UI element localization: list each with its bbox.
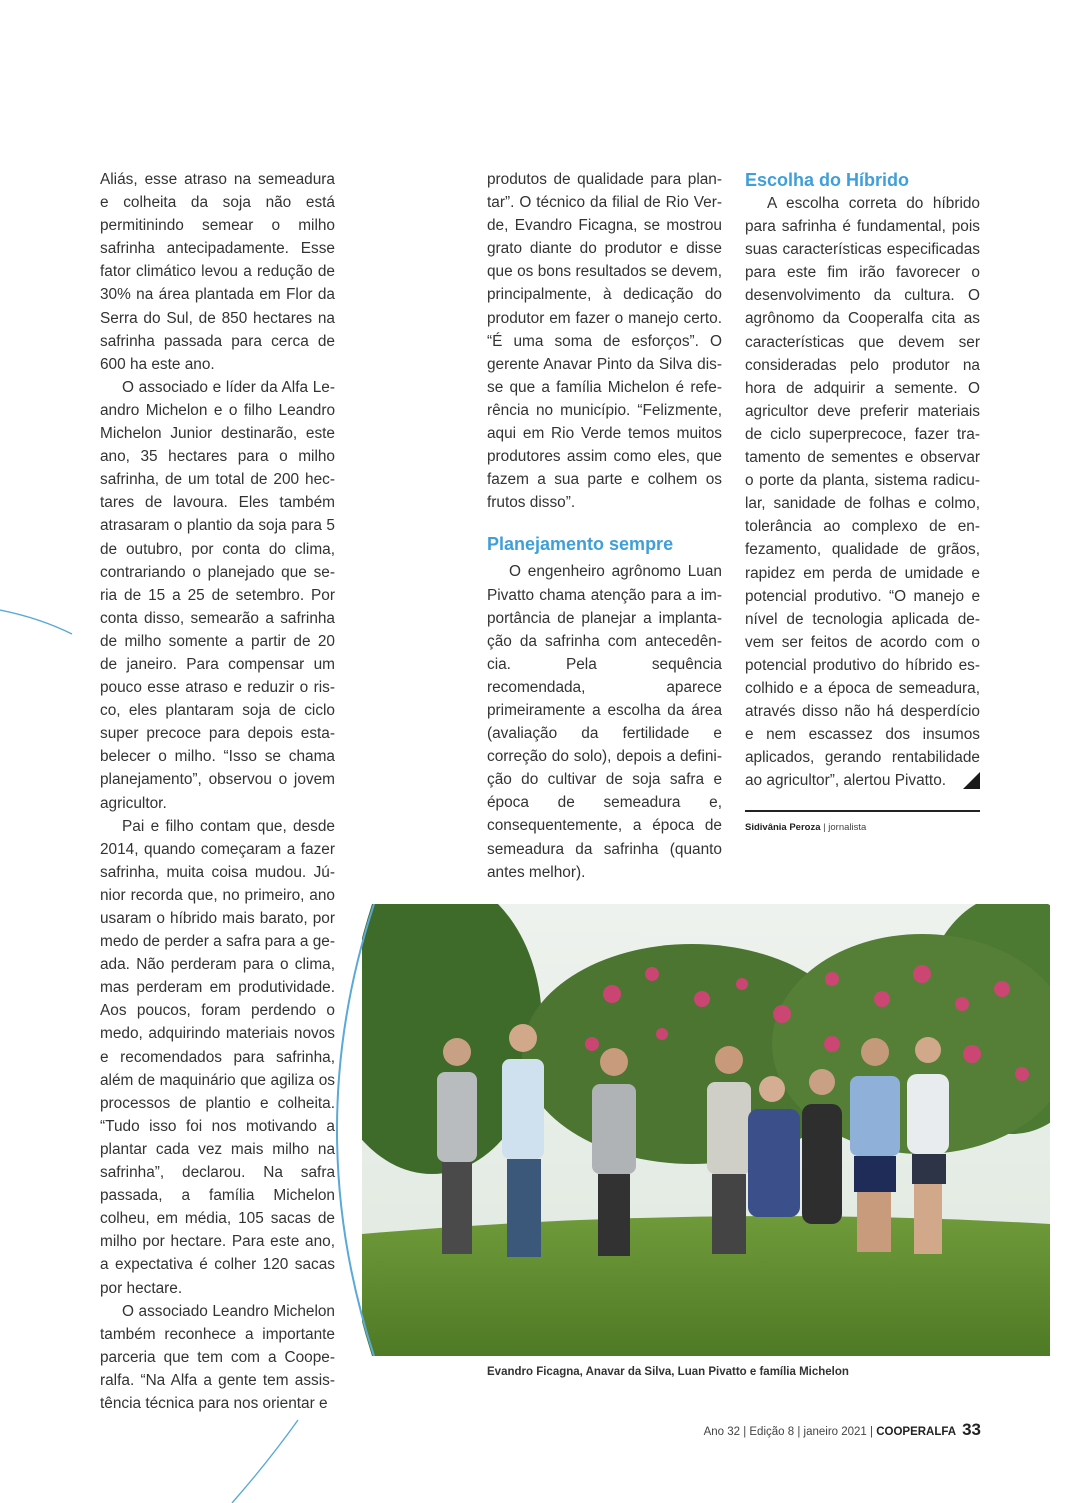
paragraph: Aliás, esse atraso na semeadura e colheita da soja não está permitinindo semear o milho safrinha antecipadamente. Esse fator climático levou a redução de 30% na área plantada em Flor da Serra do Sul, de 850 hectares na safrinha passada para cerca de 600 ha este ano. [100,171,335,373]
byline-role: jornalista [828,822,867,833]
issue-info: Ano 32 | Edição 8 | janeiro 2021 | [703,1426,877,1438]
paragraph: produtos de qualidade para plantar”. O técnico da filial de Rio Verde, Evandro Ficagna, se mostrou grato diante do produtor e disse que os bons resultados se devem, principalmente, à dedicação do produtor em fazer o manejo certo. “É uma soma de esforços”. O gerente Anavar Pinto da Silva disse que a família Michelon é referência no município. “Felizmente, aqui em Rio Verde temos muitos produtores assim como eles, que fazem a sua parte e colhem os frutos disso”. [487,171,722,512]
article-column-3 [745,168,980,792]
byline-separator: | [820,822,829,833]
group-photo-illustration [362,904,1050,1356]
paragraph-text: A escolha correta do híbrido para safrinha é fundamental, pois suas características especificadas para este fim irão favorecer o desenvolvimento da cultura. O agrônomo da Cooperalfa cita as características que devem ser consideradas pelo produtor na hora de adquirir a semente. O agricultor deve preferir materiais de ciclo superprecoce, fazer tratamento de sementes e observar o porte da planta, sistema radicular, sanidade de folhas e colmo, tolerância ao complexo de enfezamento, qualidade de grãos, rapidez em perda de umidade e potencial produtivo. “O manejo e nível de tecnologia aplicada devem ser feitos de acordo com o potencial produtivo do híbrido escolhido e a época de semeadura, através disso não há desperdício e nem escassez dos insumos aplicados, gerando rentabilidade ao agricultor”, alertou Pivatto. [745,195,980,790]
subheading-planejamento: Planejamento sempre [487,534,674,555]
photo-caption: Evandro Ficagna, Anavar da Silva, Luan Pivatto e família Michelon [487,1366,849,1378]
page-footer [704,1420,981,1440]
paragraph: Pai e filho contam que, desde 2014, quando começaram a fazer safrinha, muita coisa mudou. Júnior recorda que, no primeiro, ano usaram o híbrido mais barato, por medo de perder a safra para a geada. Não perderam para o clima, mas perderam em produtividade. Aos poucos, foram perdendo o medo, adquirindo materiais novos e recomendados para safrinha, além de maquinário que agiliza os processos de plantio e colheita. “Tudo isso foi nos motivando a plantar cada vez mais milho na safrinha”, declarou. Na safra passada, a família Michelon colheu, em média, 105 sacas de milho por hectare. Para este ano, a expectativa é colher 120 sacas por hectare. [100,817,335,1297]
paragraph: O associado Leandro Michelon também reconhece a importante parceria que tem com a Cooperalfa. “Na Alfa a gente tem assistência técnica para nos orientar e [100,1302,335,1412]
page-number: 33 [962,1420,981,1439]
article-column-1 [100,168,335,1415]
group-photo [362,904,1050,1356]
paragraph: O associado e líder da Alfa Leandro Michelon e o filho Leandro Michelon Junior destinarão, este ano, 35 hectares para o milho safrinha, de um total de 200 hectares de lavoura. Eles também atrasaram o plantio da soja para 5 de outubro, por conta do clima, contrariando o planejado que seria de 15 a 25 de setembro. Por conta disso, semearão a safrinha de milho somente a partir de 20 de janeiro. Para compensar um pouco esse atraso e reduzir o risco, eles plantaram soja de ciclo super precoce para depois estabelecer o milho. “Isso se chama planejamento”, observou o jovem agricultor. [100,378,335,812]
subheading-escolha-hibrido: Escolha do Híbrido [745,170,910,190]
article-column-2 [487,168,722,884]
magazine-brand: COOPERALFA [876,1426,957,1438]
paragraph [745,192,980,792]
byline-divider [745,810,980,812]
byline-name: Sidivânia Peroza [745,822,821,833]
byline [745,822,866,833]
paragraph: O engenheiro agrônomo Luan Pivatto chama atenção para a importância de planejar a implantação da safrinha com antecedência. Pela sequência recomendada, aparece primeiramente a escolha da área (avaliação da fertilidade e correção do solo), depois a definição do cultivar de soja safra e época de semeadura e, consequentemente, a época de semeadura da safrinha (quanto antes melhor). [487,563,722,881]
end-triangle-icon [963,772,980,789]
